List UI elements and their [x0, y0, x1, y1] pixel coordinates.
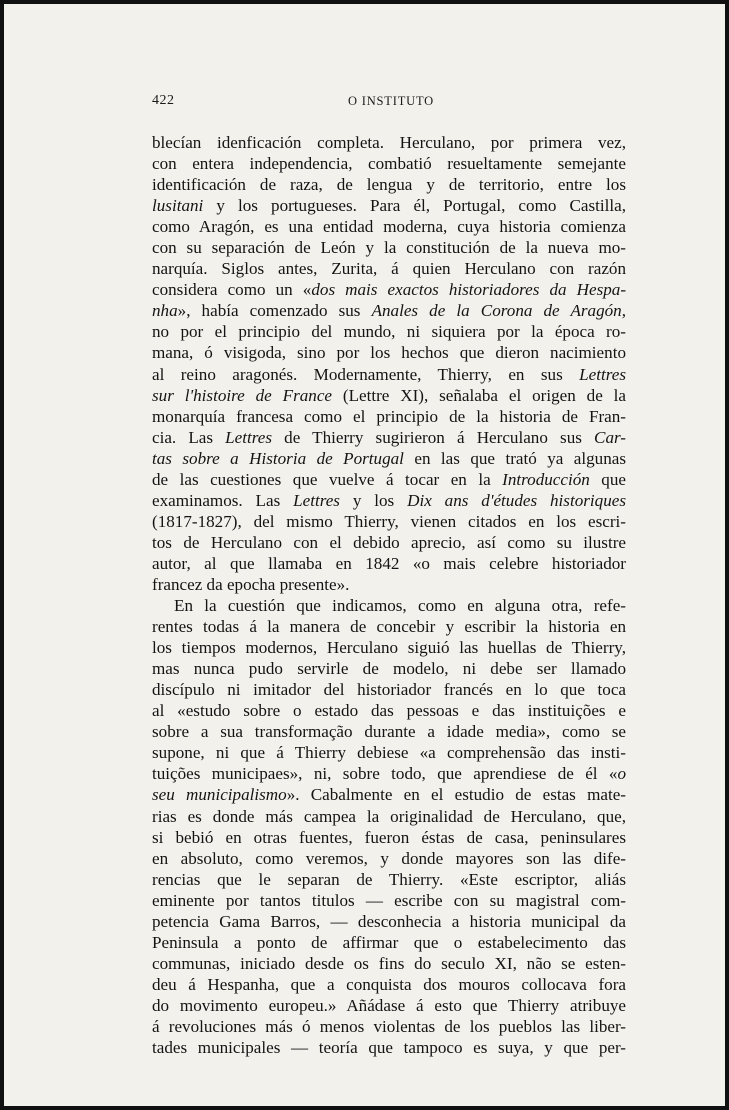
- text-line: [152, 279, 626, 300]
- text-span: narquía. Siglos antes, Zurita, á quien Herculano con razón: [152, 259, 626, 279]
- text-line: [152, 216, 626, 237]
- text-line: [152, 658, 626, 679]
- text-line: [152, 763, 626, 784]
- text-line: [152, 953, 626, 974]
- text-line: [152, 806, 626, 827]
- text-line: [152, 1016, 626, 1037]
- text-span: deu á Hespanha, que a conquista dos mouros collocava fora: [152, 974, 626, 994]
- book-page: [4, 4, 725, 1106]
- italic-span: Anales de la Corona de Aragón,: [371, 301, 626, 321]
- text-span: considera como un «: [152, 280, 312, 300]
- text-span: ». Cabalmente en el estudio de estas mate-: [286, 785, 626, 805]
- text-line: [152, 995, 626, 1016]
- text-span: tades municipales — teoría que tampoco es suya, y que per-: [152, 1038, 626, 1058]
- text-line: [152, 132, 626, 153]
- text-span: no por el principio del mundo, ni siquiera por la época ro-: [152, 322, 626, 342]
- text-span: francez da epocha presente».: [152, 574, 350, 594]
- text-span: los tiempos modernos, Herculano siguió las huellas de Thierry,: [152, 638, 626, 658]
- text-span: monarquía francesa como el principio de la historia de Fran-: [152, 406, 626, 426]
- text-span: blecían idenficación completa. Herculano, por primera vez,: [152, 133, 626, 152]
- page-number: 422: [152, 93, 175, 108]
- text-span: mas nunca pudo servirle de modelo, ni debe ser llamado: [152, 659, 626, 679]
- text-span: tos de Herculano con el debido aprecio, así como su ilustre: [152, 532, 626, 552]
- text-span: cia. Las: [152, 427, 226, 447]
- text-span: tuições municipaes», ni, sobre todo, que aprendiese de él «: [152, 764, 618, 784]
- text-line: [152, 258, 626, 279]
- text-span: Peninsula a ponto de affirmar que o estabelecimento das: [152, 932, 626, 952]
- text-span: En la cuestión que indicamos, como en alguna otra, refe-: [174, 596, 626, 616]
- italic-span: Dix ans d'études historiques: [407, 490, 626, 510]
- italic-span: lusitani: [152, 196, 204, 216]
- text-line: [152, 595, 626, 616]
- text-line: [152, 784, 626, 805]
- text-line: [152, 448, 626, 469]
- text-span: si bebió en otras fuentes, fueron éstas de casa, peninsulares: [152, 827, 626, 847]
- text-line: [152, 364, 626, 385]
- text-line: [152, 869, 626, 890]
- text-line: [152, 932, 626, 953]
- text-span: », había comenzado sus: [177, 301, 372, 321]
- body-text: [152, 132, 626, 1058]
- text-span: petencia Gama Barros, — desconhecia a historia municipal da: [152, 911, 626, 931]
- text-span: de las cuestiones que vuelve á tocar en la: [152, 469, 503, 489]
- page-header: [152, 93, 626, 113]
- text-span: sobre a sua transformação durante a idade media», como se: [152, 722, 626, 742]
- text-line: [152, 174, 626, 195]
- text-span: autor, al que llamaba en 1842 «o mais celebre historiador: [152, 553, 626, 573]
- text-line: [152, 574, 626, 595]
- italic-span: nha: [152, 301, 178, 321]
- text-line: [152, 1037, 626, 1058]
- text-span: con su separación de León y la constitución de la nueva mo-: [152, 238, 626, 258]
- text-span: rias es donde más campea la originalidad de Herculano, que,: [152, 806, 626, 826]
- italic-span: Introducción: [502, 469, 590, 489]
- text-span: mana, ó visigoda, sino por los hechos que dieron nacimiento: [152, 343, 626, 363]
- italic-span: seu municipalismo: [152, 785, 287, 805]
- text-line: [152, 827, 626, 848]
- text-line: [152, 700, 626, 721]
- text-line: [152, 679, 626, 700]
- text-span: y los portugueses. Para él, Portugal, como Castilla,: [203, 196, 626, 216]
- text-line: [152, 721, 626, 742]
- text-span: con entera independencia, combatió resueltamente semejante: [152, 154, 626, 174]
- text-span: al «estudo sobre o estado das pessoas e das instituições e: [152, 701, 626, 721]
- running-title: O INSTITUTO: [348, 94, 434, 108]
- text-line: [152, 321, 626, 342]
- text-line: [152, 890, 626, 911]
- text-line: [152, 153, 626, 174]
- text-span: eminente por tantos titulos — escribe con su magistral com-: [152, 890, 626, 910]
- text-line: [152, 385, 626, 406]
- text-span: communas, iniciado desde os fins do seculo XI, não se esten-: [152, 953, 626, 973]
- text-line: [152, 469, 626, 490]
- text-line: [152, 911, 626, 932]
- italic-span: tas sobre a Historia de Portugal: [152, 448, 404, 468]
- text-span: de Thierry sugirieron á Herculano sus: [272, 427, 595, 447]
- text-line: [152, 511, 626, 532]
- italic-span: Lettres: [293, 490, 340, 510]
- text-line: [152, 742, 626, 763]
- text-span: (Lettre XI), señalaba el origen de la: [332, 385, 626, 405]
- text-span: supone, ni que á Thierry debiese «a comprehensão das insti-: [152, 743, 626, 763]
- text-line: [152, 237, 626, 258]
- text-line: [152, 553, 626, 574]
- text-span: examinamos. Las: [152, 490, 294, 510]
- text-span: y los: [339, 490, 408, 510]
- text-span: do movimento europeu.» Añádase á esto que Thierry atribuye: [152, 995, 626, 1015]
- text-span: que: [589, 469, 626, 489]
- text-span: como Aragón, es una entidad moderna, cuya historia comienza: [152, 217, 626, 237]
- text-line: [152, 342, 626, 363]
- text-span: en absoluto, como veremos, y donde mayores son las dife-: [152, 848, 626, 868]
- text-line: [152, 616, 626, 637]
- text-span: discípulo ni imitador del historiador francés en lo que toca: [152, 680, 626, 700]
- text-line: [152, 300, 626, 321]
- italic-span: Lettres: [225, 427, 273, 447]
- italic-span: sur l'histoire de France: [152, 385, 332, 405]
- text-span: (1817-1827), del mismo Thierry, vienen citados en los escri-: [152, 511, 626, 531]
- text-span: rentes todas á la manera de concebir y escribir la historia en: [152, 617, 626, 637]
- text-line: [152, 848, 626, 869]
- text-line: [152, 637, 626, 658]
- text-span: al reino aragonés. Modernamente, Thierry, en sus: [152, 364, 580, 384]
- text-line: [152, 427, 626, 448]
- italic-span: o: [617, 764, 626, 784]
- text-span: identificación de raza, de lengua y de territorio, entre los: [152, 175, 626, 195]
- italic-span: Lettres: [579, 364, 626, 384]
- text-line: [152, 195, 626, 216]
- text-span: rencias que le separan de Thierry. «Este escriptor, aliás: [152, 869, 626, 889]
- italic-span: Car-: [594, 427, 626, 447]
- italic-span: dos mais exactos historiadores da Hespa-: [311, 280, 626, 300]
- text-span: á revoluciones más ó menos violentas de los pueblos las liber-: [152, 1016, 626, 1036]
- text-line: [152, 406, 626, 427]
- text-line: [152, 532, 626, 553]
- text-span: en las que trató ya algunas: [403, 448, 626, 468]
- text-line: [152, 490, 626, 511]
- text-line: [152, 974, 626, 995]
